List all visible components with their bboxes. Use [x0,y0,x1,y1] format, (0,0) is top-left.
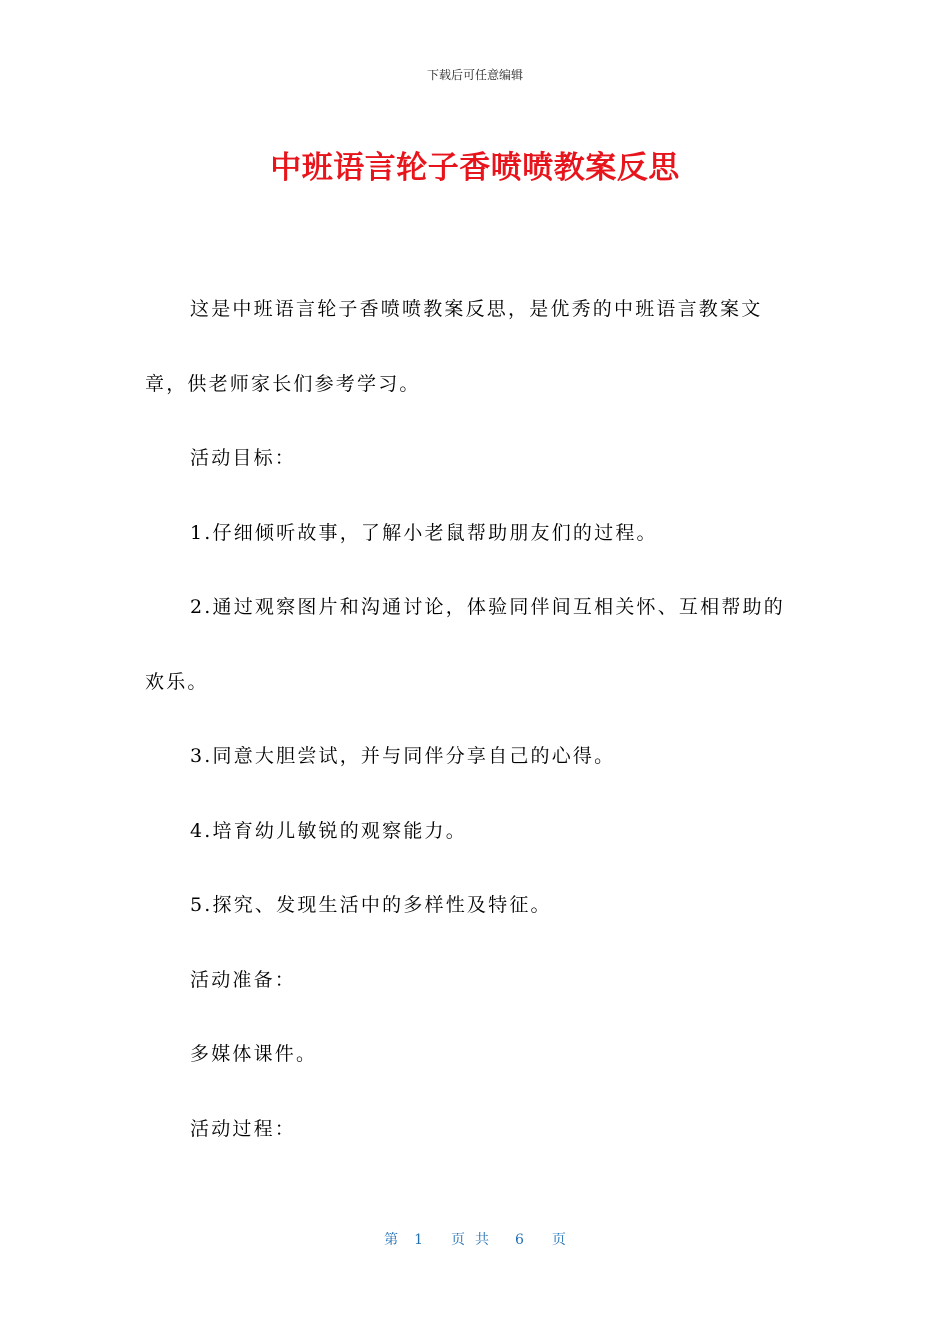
page-footer [0,1229,950,1249]
paragraph-intro: 这是中班语言轮子香喷喷教案反思，是优秀的中班语言教案文章，供老师家长们参考学习。 [145,298,763,395]
document-body [145,272,795,1166]
paragraph-objective-2: 2.通过观察图片和沟通讨论，体验同伴间互相关怀、互相帮助的欢乐。 [145,596,785,693]
paragraph-process-heading: 活动过程： [190,1117,297,1140]
paragraph-objective-1: 1.仔细倾听故事，了解小老鼠帮助朋友们的过程。 [190,521,658,544]
paragraph-preparation-heading: 活动准备： [190,968,297,991]
paragraph-objective-5: 5.探究、发现生活中的多样性及特征。 [190,894,552,916]
footer-total-pages: 6 [515,1232,524,1248]
paragraph-preparation: 多媒体课件。 [190,1043,318,1065]
footer-prefix: 第 [384,1232,399,1248]
footer-middle: 页共 [451,1232,499,1248]
document-title: 中班语言轮子香喷喷教案反思 [270,150,680,186]
header-note: 下载后可任意编辑 [426,68,523,82]
paragraph-objective-3: 3.同意大胆尝试，并与同伴分享自己的心得。 [190,745,616,767]
paragraph-objective-4: 4.培育幼儿敏锐的观察能力。 [190,819,467,842]
footer-suffix: 页 [551,1232,566,1248]
paragraph-objectives-heading: 活动目标： [190,447,297,469]
footer-current-page: 1 [414,1232,423,1248]
